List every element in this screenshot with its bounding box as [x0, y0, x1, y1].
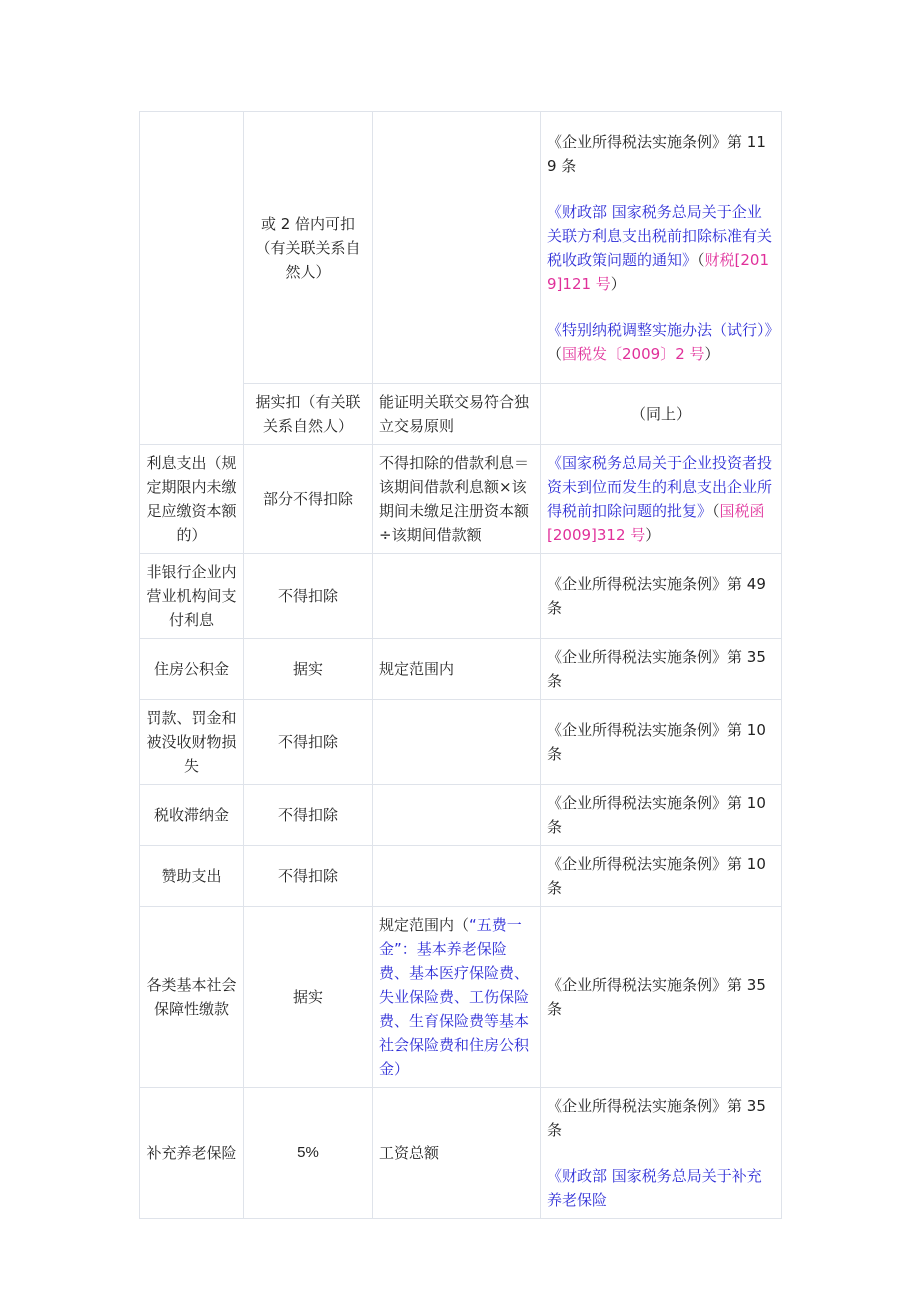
table-row — [140, 846, 782, 907]
basis-cell: （同上） — [541, 384, 782, 445]
deduction-cell: 据实 — [244, 907, 373, 1088]
regulation-link[interactable]: 《财政部 国家税务总局关于补充养老保险 — [547, 1167, 762, 1209]
scope-link[interactable]: “五费一金”：基本养老保险费、基本医疗保险费、失业保险费、工伤保险费、生育保险费等基本社会保险费和住房公积金） — [379, 916, 530, 1078]
basis-cell: 《企业所得税法实施条例》第 10 条 — [541, 700, 782, 785]
standard-cell — [373, 112, 541, 384]
table-row — [140, 1088, 782, 1219]
item-cell: 各类基本社会保障性缴款 — [140, 907, 244, 1088]
table-row — [140, 445, 782, 554]
deduction-cell: 或 2 倍内可扣（有关联关系自然人） — [244, 112, 373, 384]
deduction-cell: 据实扣（有关联关系自然人） — [244, 384, 373, 445]
standard-cell — [373, 846, 541, 907]
deduction-cell: 不得扣除 — [244, 554, 373, 639]
standard-cell: 能证明关联交易符合独立交易原则 — [373, 384, 541, 445]
item-cell: 住房公积金 — [140, 639, 244, 700]
item-cell: 利息支出（规定期限内未缴足应缴资本额的） — [140, 445, 244, 554]
item-cell: 非银行企业内营业机构间支付利息 — [140, 554, 244, 639]
table-row — [140, 112, 782, 384]
item-cell: 税收滞纳金 — [140, 785, 244, 846]
standard-cell: 规定范围内（“五费一金”：基本养老保险费、基本医疗保险费、失业保险费、工伤保险费、生育保险费等基本社会保险费和住房公积金） — [373, 907, 541, 1088]
standard-cell: 工资总额 — [373, 1088, 541, 1219]
deduction-cell: 部分不得扣除 — [244, 445, 373, 554]
deduction-cell: 不得扣除 — [244, 700, 373, 785]
basis-cell: 《企业所得税法实施条例》第 35 条 — [541, 639, 782, 700]
deduction-cell: 不得扣除 — [244, 785, 373, 846]
document-number-link[interactable]: 国税函[2009]312 号 — [547, 502, 765, 544]
standard-cell — [373, 700, 541, 785]
regulation-link[interactable]: 《特别纳税调整实施办法（试行）》 — [547, 320, 780, 339]
basis-cell: 《企业所得税法实施条例》第 35 条 — [541, 907, 782, 1088]
basis-cell — [541, 1088, 782, 1219]
table-row — [140, 907, 782, 1088]
table-row — [140, 700, 782, 785]
table-row — [140, 639, 782, 700]
document-number-link[interactable]: 国税发〔2009〕2 号 — [562, 344, 705, 363]
document-number-link[interactable]: 财税[2019]121 号 — [547, 250, 770, 293]
deduction-cell: 据实 — [244, 639, 373, 700]
basis-cell: 《企业所得税法实施条例》第 10 条 — [541, 846, 782, 907]
standard-cell: 不得扣除的借款利息＝该期间借款利息额×该期间未缴足注册资本额÷该期间借款额 — [373, 445, 541, 554]
standard-cell — [373, 785, 541, 846]
basis-paragraph: 《财政部 国家税务总局关于企业关联方利息支出税前扣除标准有关税收政策问题的通知》（财税[2019]121 号） — [547, 202, 773, 293]
basis-cell: 《企业所得税法实施条例》第 49 条 — [541, 554, 782, 639]
table-row — [140, 785, 782, 846]
deduction-cell: 不得扣除 — [244, 846, 373, 907]
basis-text: 《企业所得税法实施条例》第 35 条 — [547, 1097, 766, 1139]
table-row — [140, 554, 782, 639]
item-cell — [140, 112, 244, 445]
basis-cell: 《国家税务总局关于企业投资者投资未到位而发生的利息支出企业所得税前扣除问题的批复》（国税函[2009]312 号） — [541, 445, 782, 554]
basis-cell — [541, 112, 782, 384]
item-cell: 补充养老保险 — [140, 1088, 244, 1219]
item-cell: 罚款、罚金和被没收财物损失 — [140, 700, 244, 785]
deduction-cell: 5% — [244, 1088, 373, 1219]
standard-cell — [373, 554, 541, 639]
deduction-table — [139, 111, 782, 1219]
regulation-link[interactable]: 《财政部 国家税务总局关于企业关联方利息支出税前扣除标准有关税收政策问题的通知》 — [547, 202, 773, 269]
standard-cell: 规定范围内 — [373, 639, 541, 700]
basis-cell: 《企业所得税法实施条例》第 10 条 — [541, 785, 782, 846]
regulation-link[interactable]: 《国家税务总局关于企业投资者投资未到位而发生的利息支出企业所得税前扣除问题的批复》 — [547, 454, 773, 520]
item-cell: 赞助支出 — [140, 846, 244, 907]
basis-paragraph: 《特别纳税调整实施办法（试行）》（国税发〔2009〕2 号） — [547, 320, 780, 363]
basis-text: 《企业所得税法实施条例》第 119 条 — [547, 132, 766, 175]
